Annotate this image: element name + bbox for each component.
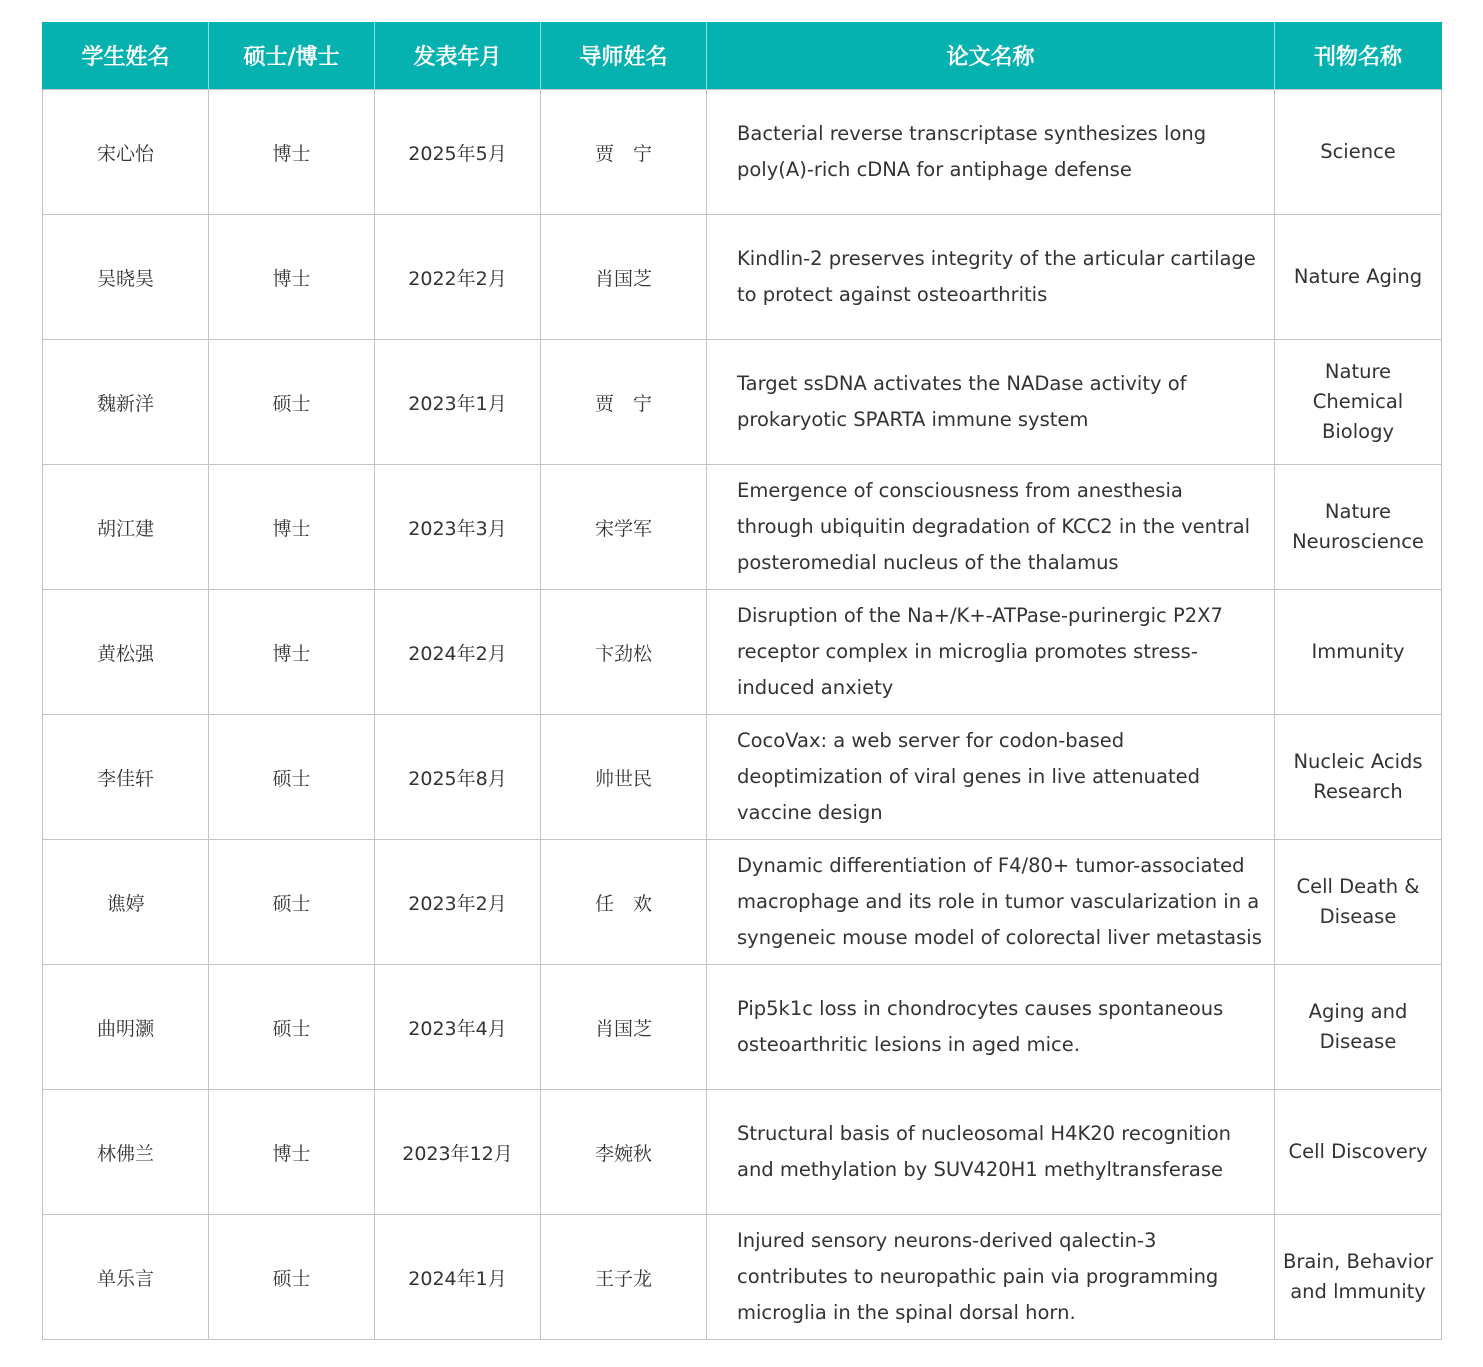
table-row [43,840,1442,965]
cell-advisor: 卞劲松 [541,590,707,715]
cell-journal: Nature Aging [1275,215,1442,340]
cell-advisor: 肖国芝 [541,215,707,340]
table-row [43,1215,1442,1340]
cell-advisor: 任 欢 [541,840,707,965]
cell-title: Structural basis of nucleosomal H4K20 recognition and methylation by SUV420H1 methyltransferase [707,1090,1275,1215]
table-row [43,965,1442,1090]
cell-degree: 博士 [209,590,375,715]
cell-journal: Immunity [1275,590,1442,715]
table-header [43,22,1442,90]
header-publish-date: 发表年月 [375,22,541,90]
cell-date: 2023年3月 [375,465,541,590]
table-row [43,215,1442,340]
cell-date: 2023年2月 [375,840,541,965]
cell-title: Kindlin-2 preserves integrity of the articular cartilage to protect against osteoarthritis [707,215,1275,340]
cell-advisor: 宋学军 [541,465,707,590]
table-row [43,715,1442,840]
table-row [43,90,1442,215]
cell-student: 李佳轩 [43,715,209,840]
cell-date: 2023年1月 [375,340,541,465]
cell-student: 曲明灏 [43,965,209,1090]
cell-student: 单乐言 [43,1215,209,1340]
cell-date: 2025年5月 [375,90,541,215]
cell-degree: 硕士 [209,965,375,1090]
cell-date: 2023年12月 [375,1090,541,1215]
cell-student: 黄松强 [43,590,209,715]
cell-date: 2024年1月 [375,1215,541,1340]
cell-title: CocoVax: a web server for codon-based deoptimization of viral genes in live attenuated vaccine design [707,715,1275,840]
cell-title: Injured sensory neurons-derived qalectin-3 contributes to neuropathic pain via programming microglia in the spinal dorsal horn. [707,1215,1275,1340]
cell-journal: Cell Death & Disease [1275,840,1442,965]
cell-advisor: 贾 宁 [541,340,707,465]
cell-degree: 硕士 [209,1215,375,1340]
cell-degree: 博士 [209,465,375,590]
cell-degree: 博士 [209,215,375,340]
cell-title: Bacterial reverse transcriptase synthesizes long poly(A)-rich cDNA for antiphage defense [707,90,1275,215]
header-advisor-name: 导师姓名 [541,22,707,90]
cell-title: Target ssDNA activates the NADase activity of prokaryotic SPARTA immune system [707,340,1275,465]
cell-journal: Brain, Behavior and lmmunity [1275,1215,1442,1340]
table-row [43,465,1442,590]
cell-advisor: 李婉秋 [541,1090,707,1215]
cell-journal: Aging and Disease [1275,965,1442,1090]
cell-degree: 硕士 [209,715,375,840]
header-paper-title: 论文名称 [707,22,1275,90]
cell-date: 2023年4月 [375,965,541,1090]
cell-date: 2025年8月 [375,715,541,840]
header-row [43,22,1442,90]
publications-table-container [42,22,1441,1340]
cell-student: 宋心怡 [43,90,209,215]
cell-journal: Nature Chemical Biology [1275,340,1442,465]
header-journal-name: 刊物名称 [1275,22,1442,90]
cell-title: Emergence of consciousness from anesthesia through ubiquitin degradation of KCC2 in the ventral posteromedial nucleus of the thalamus [707,465,1275,590]
cell-title: Dynamic differentiation of F4/80+ tumor-associated macrophage and its role in tumor vascularization in a syngeneic mouse model of colorectal liver metastasis [707,840,1275,965]
table-row [43,1090,1442,1215]
cell-journal: Science [1275,90,1442,215]
cell-student: 谯婷 [43,840,209,965]
cell-title: Pip5k1c loss in chondrocytes causes spontaneous osteoarthritic lesions in aged mice. [707,965,1275,1090]
cell-degree: 博士 [209,1090,375,1215]
table-row [43,340,1442,465]
cell-student: 胡江建 [43,465,209,590]
cell-journal: Nature Neuroscience [1275,465,1442,590]
cell-degree: 硕士 [209,340,375,465]
cell-degree: 硕士 [209,840,375,965]
cell-advisor: 帅世民 [541,715,707,840]
cell-advisor: 贾 宁 [541,90,707,215]
publications-table [42,22,1442,1340]
cell-degree: 博士 [209,90,375,215]
cell-date: 2022年2月 [375,215,541,340]
cell-journal: Nucleic Acids Research [1275,715,1442,840]
cell-student: 吴晓昊 [43,215,209,340]
cell-journal: Cell Discovery [1275,1090,1442,1215]
cell-student: 魏新洋 [43,340,209,465]
table-row [43,590,1442,715]
header-student-name: 学生姓名 [43,22,209,90]
cell-advisor: 王子龙 [541,1215,707,1340]
table-body [43,90,1442,1340]
cell-title: Disruption of the Na+/K+-ATPase-purinergic P2X7 receptor complex in microglia promotes stress-induced anxiety [707,590,1275,715]
cell-student: 林佛兰 [43,1090,209,1215]
cell-advisor: 肖国芝 [541,965,707,1090]
header-degree: 硕士/博士 [209,22,375,90]
cell-date: 2024年2月 [375,590,541,715]
